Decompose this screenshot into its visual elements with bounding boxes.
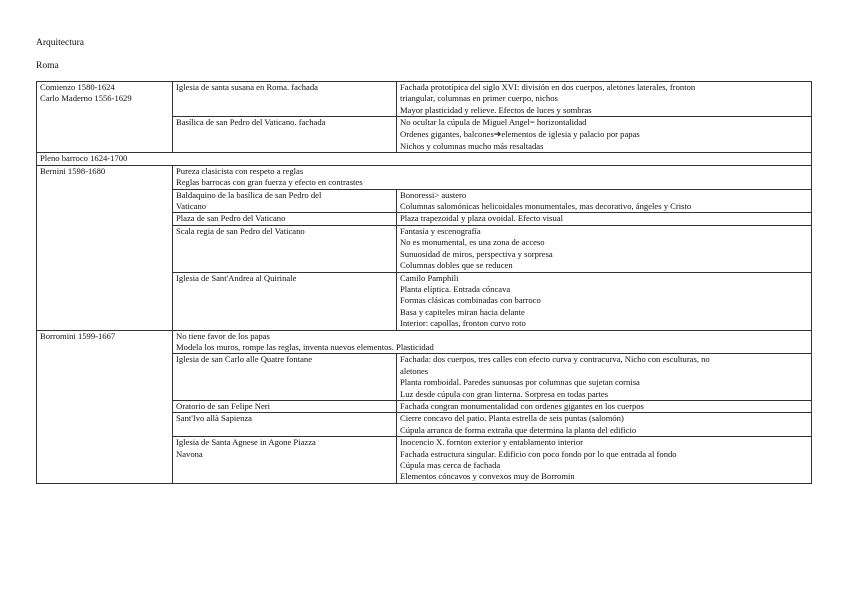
notes-cell <box>397 189 812 213</box>
work-cell <box>173 189 397 213</box>
note-line: Inocencio X. fornton exterior y entablamento interior <box>400 437 584 448</box>
note-line: Fachada congran monumentalidad con ordenes gigantes en los cuerpos <box>400 400 644 411</box>
notes-cell <box>397 225 812 272</box>
work-cell <box>173 400 397 412</box>
work-cell <box>173 213 397 225</box>
work-title: Oratorio de san Felipe Neri <box>176 400 271 411</box>
notes-cell <box>397 437 812 484</box>
note-line: aletones <box>400 365 429 376</box>
work-title: Basílica de san Pedro del Vaticano. fachada <box>176 117 326 128</box>
notes-cell <box>397 400 812 412</box>
note-line: Modela los muros, rompe las reglas, inventa nuevos elementos. Plasticidad <box>176 341 434 352</box>
work-title: Iglesia de santa susana en Roma. fachada <box>176 82 318 92</box>
note-line: Cúpula mas cerca de fachada <box>400 460 501 470</box>
work-title: Iglesia de Santa Agnese in Agone Piazza <box>176 437 316 448</box>
work-title: Navona <box>176 448 203 459</box>
arrow-right-icon: ➔ <box>493 129 502 140</box>
note-line: No es monumental, es una zona de acceso <box>400 237 545 248</box>
work-cell <box>173 272 397 330</box>
notes-cell <box>397 272 812 330</box>
artist-name: Carlo Maderno 1556-1629 <box>40 93 132 104</box>
work-title: Iglesia de Sant'Andrea al Quirinale <box>176 272 297 283</box>
artist-name: Bernini 1598-1680 <box>40 165 106 176</box>
notes-cell <box>397 413 812 437</box>
document-subtitle: Roma <box>36 61 59 71</box>
note-line: Planta elíptica. Entrada cóncava <box>400 283 511 294</box>
note-line: Luz desde cúpula con gran linterna. Sorpresa en todas partes <box>400 388 609 399</box>
period-label: Comienzo 1580-1624 <box>40 82 115 92</box>
notes-cell <box>397 354 812 401</box>
note-text: elementos de iglesia y palacio por papas <box>501 128 640 139</box>
note-line <box>400 129 808 141</box>
note-line: Columnas dobles que se reducen <box>400 260 513 271</box>
artist-cell <box>37 330 173 483</box>
note-line: Columnas salomónicas helicoidales monumentales, mas decorativo, ángeles y Cristo <box>400 201 692 212</box>
general-notes-cell <box>173 165 812 189</box>
notes-cell <box>397 82 812 117</box>
architecture-table <box>36 81 812 484</box>
work-title: Sant'Ivo allà Sapienza <box>176 413 253 424</box>
note-line: Fantasía y escenografía <box>400 225 481 236</box>
note-line: Cierre concavo del patio. Planta estrella de seis puntas (salomón) <box>400 413 624 424</box>
work-title: Scala regia de san Pedro del Vaticano <box>176 225 305 236</box>
note-line: Fachada prototípica del siglo XVI: división en dos cuerpos, aletones laterales, fronton <box>400 82 696 92</box>
table-row <box>37 165 812 189</box>
document-title: Arquitectura <box>36 38 85 48</box>
table-row <box>37 153 812 165</box>
note-line: Formas clásicas combinadas con barroco <box>400 295 541 306</box>
note-line: Mayor plasticidad y relieve. Efectos de luces y sombras <box>400 104 592 115</box>
notes-cell <box>397 117 812 153</box>
work-cell <box>173 82 397 117</box>
note-line: Sunuosidad de miros, perspectiva y sorpresa <box>400 248 553 259</box>
artist-name: Borromini 1599-1667 <box>40 330 116 341</box>
note-line: Camilo Pamphili <box>400 272 459 283</box>
period-label: Pleno barroco 1624-1700 <box>40 153 128 164</box>
note-line: Nichos y columnas mucho más resaltadas <box>400 141 544 152</box>
note-line: Bonoressi> austero <box>400 189 467 200</box>
note-line: Elementos cóncavos y convexos muy de Borromin <box>400 471 575 482</box>
general-notes-cell <box>173 330 812 354</box>
note-line: Interior: capollas, fronton curvo roto <box>400 318 526 329</box>
work-title: Baldaquino de la basílica de san Pedro del <box>176 189 322 200</box>
note-line: Fachada: dos cuerpos, tres calles con efecto curva y contracurva, Nicho con esculturas, no <box>400 354 710 365</box>
note-text: Ordenes gigantes, balcones <box>400 128 494 139</box>
work-title: Plaza de san Pedro del Vaticano <box>176 213 286 224</box>
note-line: Basa y capiteles miran hacia delante <box>400 306 525 317</box>
work-cell <box>173 117 397 153</box>
note-line: Planta romboidal. Paredes sunuosas por columnas que sujetan cornisa <box>400 377 640 388</box>
note-line: No ocultar la cúpula de Miguel Angel= horizontalidad <box>400 117 587 128</box>
work-cell <box>173 225 397 272</box>
note-line: Reglas barrocas con gran fuerza y efecto en contrastes <box>176 177 363 188</box>
artist-cell <box>37 82 173 153</box>
note-line: Pureza clasicista con respeto a reglas <box>176 165 304 176</box>
note-line: triangular, columnas en primer cuerpo, nichos <box>400 93 558 104</box>
note-line: Fachada estructura singular. Edificio con poco fondo por lo que entrada al fondo <box>400 448 677 459</box>
artist-cell <box>37 165 173 330</box>
work-cell <box>173 437 397 484</box>
table-row <box>37 82 812 117</box>
work-cell <box>173 413 397 437</box>
work-title: Iglesia de san Carlo alle Quatre fontane <box>176 354 313 365</box>
note-line: Cúpula arranca de forma extraña que determina la planta del edificio <box>400 424 637 435</box>
table-row <box>37 330 812 354</box>
note-line: No tiene favor de los papas <box>176 330 270 341</box>
work-title: Vaticano <box>176 201 207 212</box>
work-cell <box>173 354 397 401</box>
notes-cell <box>397 213 812 225</box>
note-line: Plaza trapezoidal y plaza ovoidal. Efecto visual <box>400 213 563 224</box>
period-cell <box>37 153 812 165</box>
